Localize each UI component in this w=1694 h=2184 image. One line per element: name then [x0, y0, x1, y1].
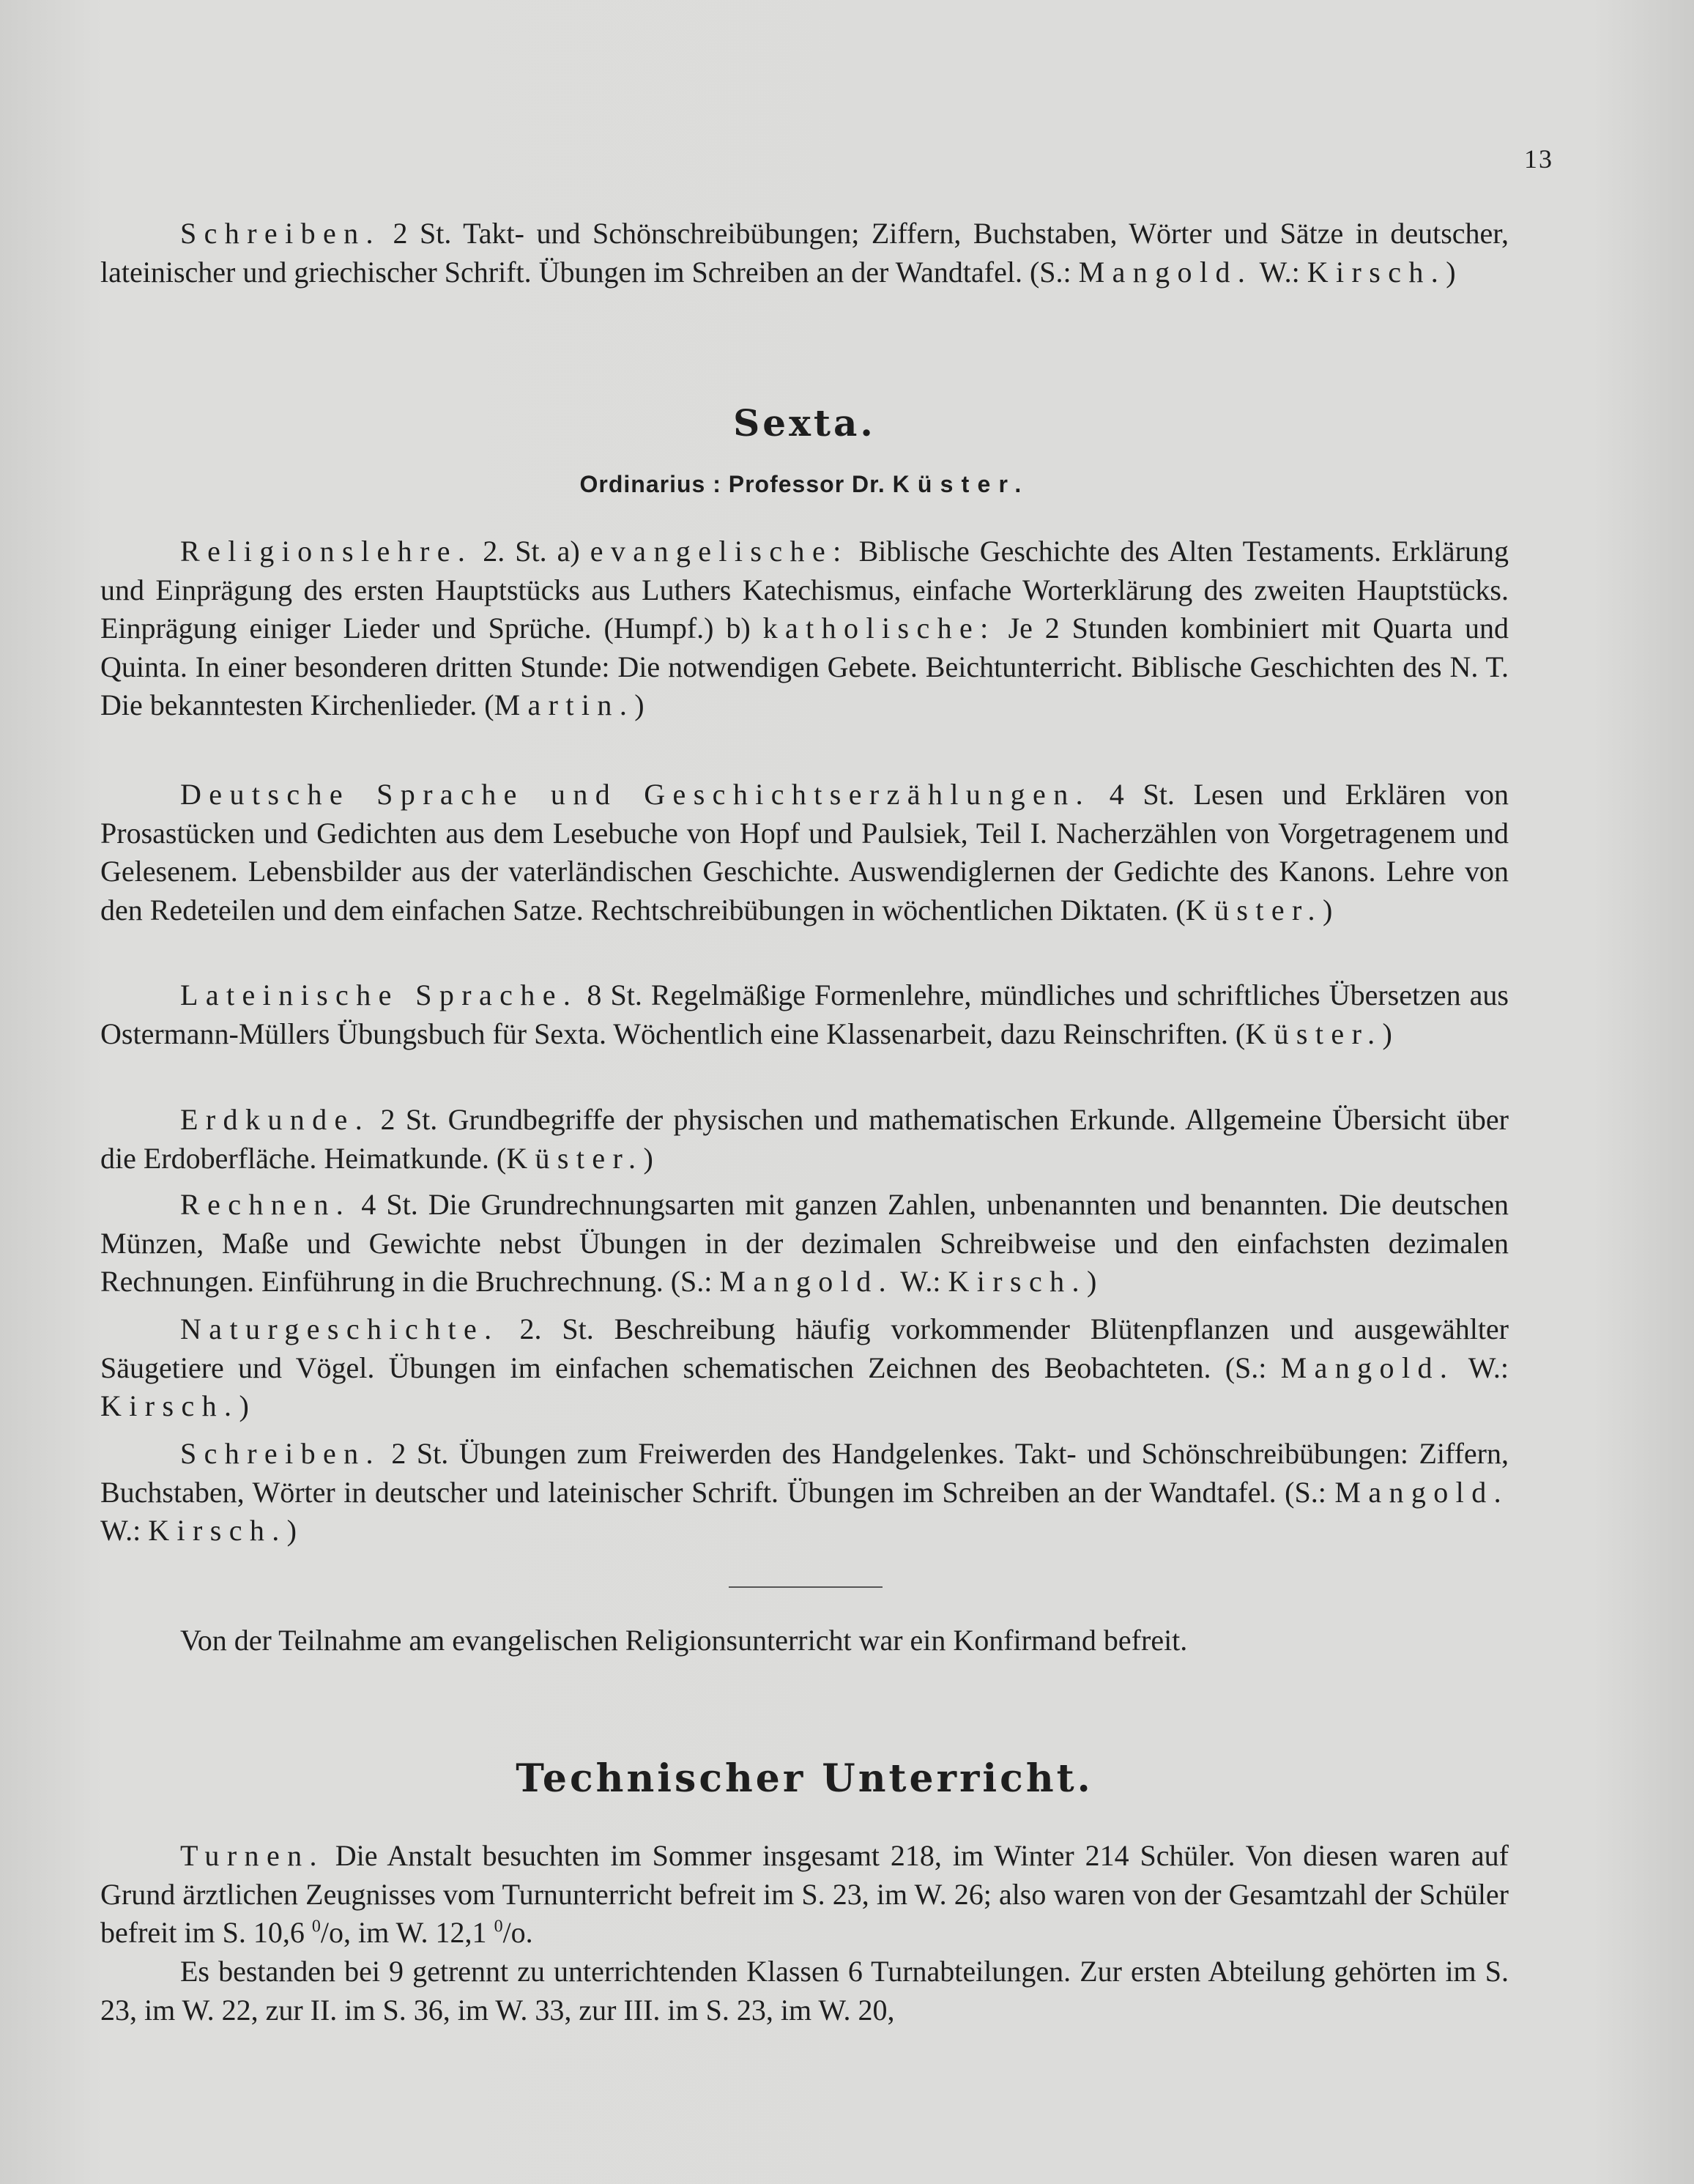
subject-label: Schreiben.: [180, 217, 381, 250]
subject-label: Naturgeschichte.: [180, 1312, 499, 1345]
subject-label: Schreiben.: [180, 1437, 381, 1470]
paragraph-naturgeschichte: Naturgeschichte. 2. St. Beschreibung häufig vorkommender Blütenpflanzen und ausgewählter Säugetiere und Vögel. Übungen im einfachen schematischen Zeichnen des Beobachteten. (S.: Mangold. W.: Kirsch.): [100, 1312, 1509, 1422]
teacher-name: Küster.: [506, 1141, 644, 1175]
paragraph-turnabteilungen: Es bestanden bei 9 getrennt zu unterrichtenden Klassen 6 Turnabteilungen. Zur ersten Abteilung gehörten im S. 23, im W. 22, zur II. im S. 36, im W. 33, zur III. im S. 23, im W. 20,: [100, 1955, 1509, 2027]
subject-label: Lateinische Sprache.: [180, 978, 579, 1011]
teacher-name: Mangold.: [1280, 1351, 1455, 1384]
page-number: 13: [1524, 144, 1553, 174]
subject-label: Rechnen.: [180, 1188, 352, 1221]
subject-label: Erdkunde.: [180, 1103, 371, 1136]
teacher-name: Kirsch.: [948, 1265, 1087, 1298]
paragraph-latein: Lateinische Sprache. 8 St. Regelmäßige Formenlehre, mündliches und schriftliches Übersetzen aus Ostermann-Müllers Übungsbuch für Sexta. Wöchentlich eine Klassenarbeit, dazu Reinschriften. (Küster.): [100, 978, 1509, 1050]
paragraph-deutsch: Deutsche Sprache und Geschichtserzählungen. 4 St. Lesen und Erklären von Prosastücken und Gedichten aus dem Lesebuche von Hopf und Paulsiek, Teil I. Nacherzählen von Vorgetragenem und Gelesenem. Lebensbilder aus der vaterländischen Geschichte. Auswendiglernen der Gedichte des Kanons. Lehre von den Redeteilen und dem einfachen Satze. Rechtschreibübungen in wöchentlichen Diktaten. (Küster.): [100, 778, 1509, 926]
teacher-name: Mangold.: [1334, 1475, 1509, 1509]
note-konfirmand: Von der Teilnahme am evangelischen Religionsunterricht war ein Konfirmand befreit.: [180, 1624, 1188, 1657]
teacher-name: Mangold.: [719, 1265, 894, 1298]
subject-label: Deutsche Sprache und Geschichtserzählungen.: [180, 778, 1091, 811]
teacher-name: Kirsch.: [148, 1514, 287, 1547]
teacher-name: Küster.: [1245, 1017, 1383, 1050]
paragraph-schreiben-top: Schreiben. 2 St. Takt- und Schönschreibübungen; Ziffern, Buchstaben, Wörter und Sätze in deutscher, lateinischer und griechischer Schrift. Übungen im Schreiben an der Wandtafel. (S.: Mangold. W.: Kirsch.): [100, 217, 1509, 289]
paragraph-turnen: Turnen. Die Anstalt besuchten im Sommer insgesamt 218, im Winter 214 Schüler. Von diesen waren auf Grund ärztlichen Zeugnisses vom Turnunterricht befreit im S. 23, im W. 26; also waren von der Gesamtzahl der Schüler befreit im S. 10,6 $^0$/o, im W. 12,1 $^0$/o.: [100, 1839, 1509, 1949]
teacher-name: Martin.: [494, 688, 635, 721]
paragraph-erdkunde: Erdkunde. 2 St. Grundbegriffe der physischen und mathematischen Erkunde. Allgemeine Übersicht über die Erdoberfläche. Heimatkunde. (Küster.): [100, 1103, 1509, 1175]
section-title-sexta: Sexta.: [733, 401, 876, 445]
subject-label: Religionslehre.: [180, 535, 473, 568]
paragraph-rechnen: Rechnen. 4 St. Die Grundrechnungsarten mit ganzen Zahlen, unbenannten und benannten. Die deutschen Münzen, Maße und Gewichte nebst Übungen in der dezimalen Schreibweise und den einfachsten dezimalen Rechnungen. Einführung in die Bruchrechnung. (S.: Mangold. W.: Kirsch.): [100, 1188, 1509, 1298]
paragraph-religion: Religionslehre. 2. St. a) evangelische: Biblische Geschichte des Alten Testaments. Erklärung und Einprägung des ersten Hauptstücks aus Luthers Katechismus, einfache Worterklärung des zweiten Hauptstücks. Einprägung einiger Lieder und Sprüche. (Humpf.) b) katholische: Je 2 Stunden kombiniert mit Quarta und Quinta. In einer besonderen dritten Stunde: Die notwendigen Gebete. Beichtunterricht. Biblische Geschichten des N. T. Die bekanntesten Kirchenlieder. (Martin.): [100, 535, 1509, 721]
teacher-name: Kirsch.: [100, 1389, 239, 1422]
teacher-name: Küster.: [1185, 893, 1323, 926]
paragraph-schreiben-sexta: Schreiben. 2 St. Übungen zum Freiwerden des Handgelenkes. Takt- und Schönschreibübungen: Ziffern, Buchstaben, Wörter in deutscher und lateinischer Schrift. Übungen im Schreiben an der Wandtafel. (S.: Mangold. W.: Kirsch.): [100, 1437, 1509, 1547]
section-divider: [729, 1586, 883, 1588]
teacher-name: Kirsch.: [1307, 255, 1446, 289]
section-title-technischer-unterricht: Technischer Unterricht.: [516, 1756, 1093, 1801]
subject-label: Turnen.: [180, 1839, 324, 1872]
ordinarius-line: Ordinarius : Professor Dr. Küster.: [579, 471, 1030, 497]
ordinarius-name: Küster.: [892, 471, 1030, 497]
teacher-name: Mangold.: [1078, 255, 1253, 289]
